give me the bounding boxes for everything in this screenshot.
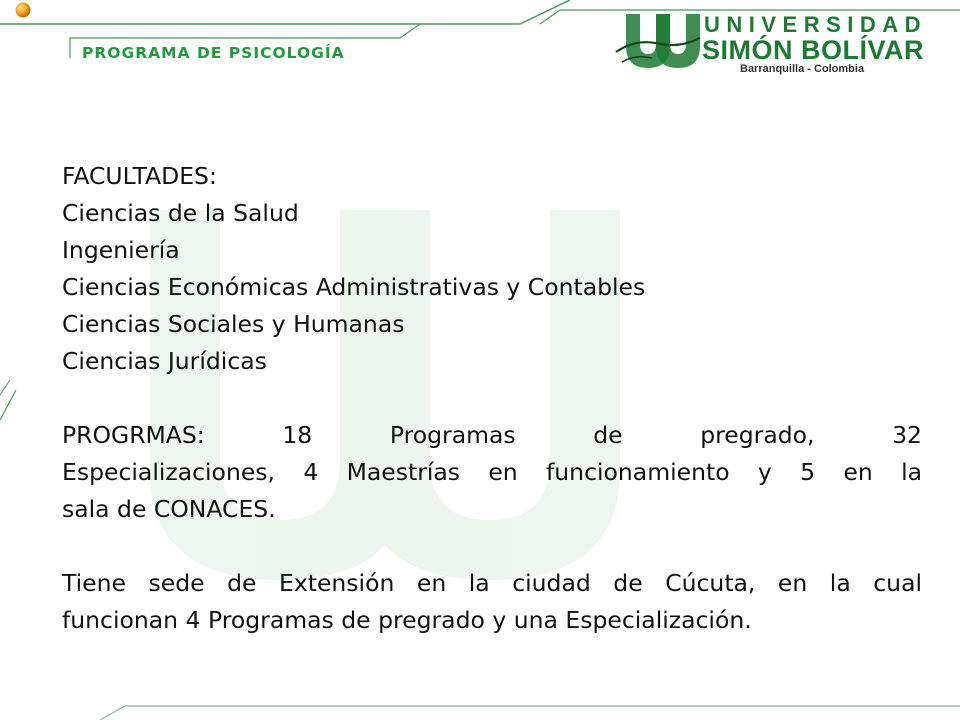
UU-emblem-icon bbox=[612, 6, 704, 76]
facultad-item: Ciencias Jurídicas bbox=[62, 347, 267, 375]
orange-bullet-icon bbox=[16, 3, 31, 18]
programas-line-2: Especializaciones, 4 Maestrías en funcionamiento y 5 en la bbox=[62, 458, 922, 486]
left-edge-line bbox=[0, 390, 16, 420]
facultades-heading: FACULTADES: bbox=[62, 162, 217, 190]
slide-body bbox=[62, 158, 922, 639]
program-title: PROGRAMA DE PSICOLOGÍA bbox=[82, 44, 345, 62]
footer-line bbox=[100, 706, 960, 720]
facultad-item: Ciencias de la Salud bbox=[62, 199, 299, 227]
facultad-item: Ciencias Sociales y Humanas bbox=[62, 310, 405, 338]
header-line-top bbox=[0, 0, 570, 24]
programas-line-1: PROGRMAS: 18 Programas de pregrado, 32 bbox=[62, 421, 922, 449]
logo-name-label: SIMÓN BOLÍVAR bbox=[702, 35, 924, 65]
logo-location-label: Barranquilla - Colombia bbox=[740, 63, 865, 75]
sede-line-1: Tiene sede de Extensión en la ciudad de Cúcuta, en la cual bbox=[62, 569, 922, 597]
logo-university-label: UNIVERSIDAD bbox=[704, 12, 928, 37]
facultad-item: Ingeniería bbox=[62, 236, 180, 264]
sede-line-2: funcionan 4 Programas de pregrado y una Especialización. bbox=[62, 606, 752, 634]
programas-line-3: sala de CONACES. bbox=[62, 495, 276, 523]
university-logo bbox=[612, 6, 956, 76]
left-edge-line-2 bbox=[0, 380, 10, 395]
facultad-item: Ciencias Económicas Administrativas y Contables bbox=[62, 273, 646, 301]
